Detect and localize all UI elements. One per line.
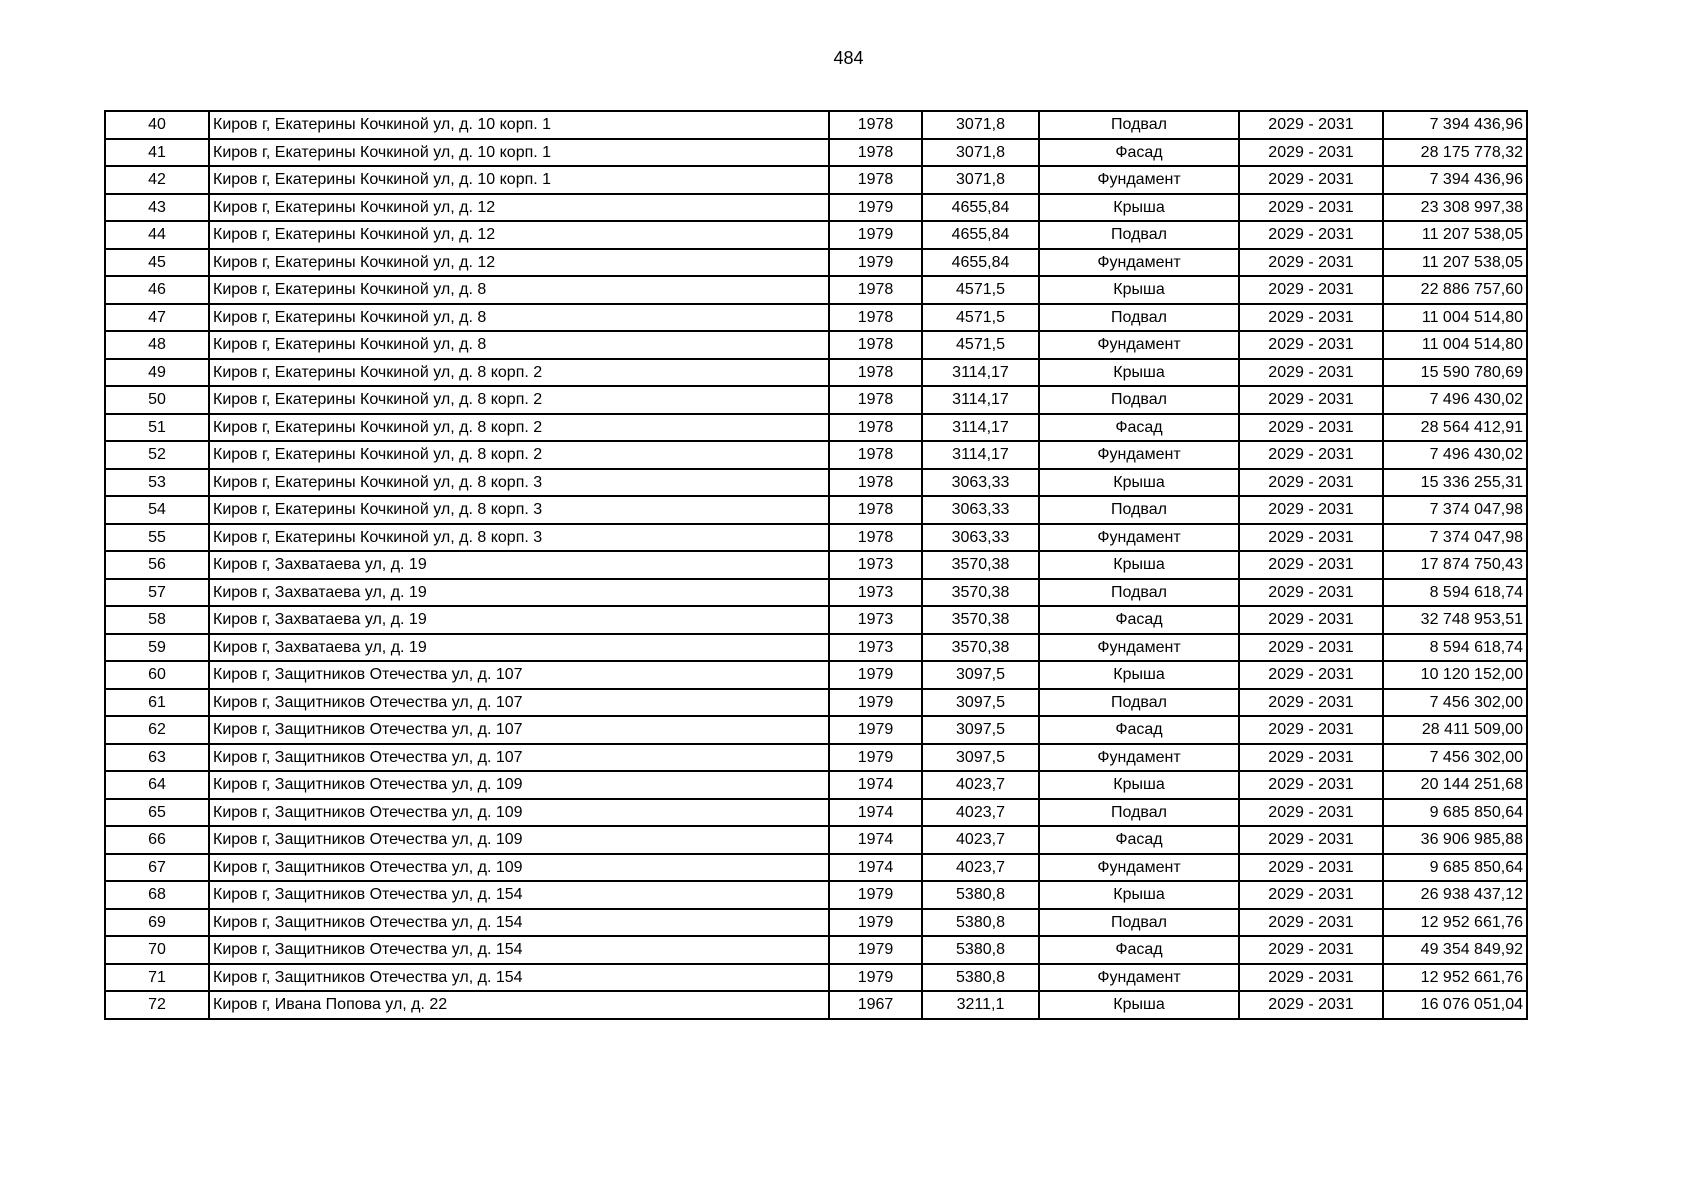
cost-cell: 10 120 152,00 (1383, 661, 1527, 689)
address-cell: Киров г, Екатерины Кочкиной ул, д. 8 корп. 3 (209, 469, 829, 497)
build-year-cell: 1979 (829, 744, 922, 772)
row-number-cell: 52 (105, 441, 209, 469)
work-type-cell: Крыша (1039, 991, 1239, 1019)
cost-cell: 20 144 251,68 (1383, 771, 1527, 799)
table-row (105, 579, 1527, 607)
work-type-cell: Фасад (1039, 716, 1239, 744)
table-row (105, 881, 1527, 909)
table-row (105, 221, 1527, 249)
address-cell: Киров г, Защитников Отечества ул, д. 107 (209, 744, 829, 772)
table-row (105, 524, 1527, 552)
row-number-cell: 67 (105, 854, 209, 882)
address-cell: Киров г, Екатерины Кочкиной ул, д. 8 корп. 2 (209, 359, 829, 387)
period-cell: 2029 - 2031 (1239, 359, 1383, 387)
work-type-cell: Подвал (1039, 304, 1239, 332)
work-type-cell: Крыша (1039, 551, 1239, 579)
address-cell: Киров г, Екатерины Кочкиной ул, д. 12 (209, 249, 829, 277)
row-number-cell: 44 (105, 221, 209, 249)
table-row (105, 276, 1527, 304)
area-cell: 4655,84 (922, 194, 1039, 222)
build-year-cell: 1979 (829, 716, 922, 744)
work-type-cell: Фундамент (1039, 524, 1239, 552)
period-cell: 2029 - 2031 (1239, 496, 1383, 524)
table-row (105, 386, 1527, 414)
table-row (105, 826, 1527, 854)
period-cell: 2029 - 2031 (1239, 771, 1383, 799)
table-row (105, 771, 1527, 799)
work-type-cell: Фундамент (1039, 964, 1239, 992)
area-cell: 4655,84 (922, 249, 1039, 277)
period-cell: 2029 - 2031 (1239, 716, 1383, 744)
area-cell: 3211,1 (922, 991, 1039, 1019)
build-year-cell: 1978 (829, 496, 922, 524)
area-cell: 4571,5 (922, 304, 1039, 332)
build-year-cell: 1978 (829, 386, 922, 414)
area-cell: 3097,5 (922, 689, 1039, 717)
area-cell: 5380,8 (922, 909, 1039, 937)
period-cell: 2029 - 2031 (1239, 991, 1383, 1019)
row-number-cell: 69 (105, 909, 209, 937)
build-year-cell: 1973 (829, 634, 922, 662)
area-cell: 3097,5 (922, 661, 1039, 689)
row-number-cell: 41 (105, 139, 209, 167)
row-number-cell: 42 (105, 166, 209, 194)
build-year-cell: 1979 (829, 881, 922, 909)
table-row (105, 414, 1527, 442)
area-cell: 3097,5 (922, 744, 1039, 772)
area-cell: 3570,38 (922, 551, 1039, 579)
row-number-cell: 49 (105, 359, 209, 387)
address-cell: Киров г, Защитников Отечества ул, д. 154 (209, 936, 829, 964)
table-row (105, 689, 1527, 717)
work-type-cell: Фундамент (1039, 166, 1239, 194)
cost-cell: 7 496 430,02 (1383, 386, 1527, 414)
area-cell: 5380,8 (922, 881, 1039, 909)
work-type-cell: Подвал (1039, 221, 1239, 249)
table-row (105, 606, 1527, 634)
row-number-cell: 70 (105, 936, 209, 964)
table-row (105, 111, 1527, 139)
period-cell: 2029 - 2031 (1239, 524, 1383, 552)
address-cell: Киров г, Екатерины Кочкиной ул, д. 10 корп. 1 (209, 111, 829, 139)
work-type-cell: Фасад (1039, 139, 1239, 167)
work-type-cell: Фундамент (1039, 441, 1239, 469)
row-number-cell: 46 (105, 276, 209, 304)
work-type-cell: Крыша (1039, 359, 1239, 387)
area-cell: 3114,17 (922, 359, 1039, 387)
table-row (105, 716, 1527, 744)
table-row (105, 139, 1527, 167)
build-year-cell: 1979 (829, 249, 922, 277)
address-cell: Киров г, Захватаева ул, д. 19 (209, 579, 829, 607)
work-type-cell: Фасад (1039, 826, 1239, 854)
row-number-cell: 40 (105, 111, 209, 139)
area-cell: 4023,7 (922, 771, 1039, 799)
build-year-cell: 1979 (829, 221, 922, 249)
work-type-cell: Крыша (1039, 194, 1239, 222)
table-row (105, 661, 1527, 689)
period-cell: 2029 - 2031 (1239, 661, 1383, 689)
work-type-cell: Подвал (1039, 689, 1239, 717)
area-cell: 4023,7 (922, 799, 1039, 827)
area-cell: 3063,33 (922, 496, 1039, 524)
build-year-cell: 1974 (829, 771, 922, 799)
address-cell: Киров г, Защитников Отечества ул, д. 154 (209, 881, 829, 909)
address-cell: Киров г, Екатерины Кочкиной ул, д. 10 корп. 1 (209, 139, 829, 167)
period-cell: 2029 - 2031 (1239, 139, 1383, 167)
work-type-cell: Подвал (1039, 111, 1239, 139)
row-number-cell: 54 (105, 496, 209, 524)
work-type-cell: Подвал (1039, 909, 1239, 937)
address-cell: Киров г, Екатерины Кочкиной ул, д. 8 корп. 2 (209, 414, 829, 442)
area-cell: 3114,17 (922, 386, 1039, 414)
cost-cell: 16 076 051,04 (1383, 991, 1527, 1019)
table-row (105, 441, 1527, 469)
address-cell: Киров г, Екатерины Кочкиной ул, д. 12 (209, 221, 829, 249)
build-year-cell: 1978 (829, 441, 922, 469)
build-year-cell: 1974 (829, 799, 922, 827)
cost-cell: 28 175 778,32 (1383, 139, 1527, 167)
area-cell: 3570,38 (922, 606, 1039, 634)
address-cell: Киров г, Захватаева ул, д. 19 (209, 551, 829, 579)
cost-cell: 11 004 514,80 (1383, 331, 1527, 359)
row-number-cell: 48 (105, 331, 209, 359)
address-cell: Киров г, Екатерины Кочкиной ул, д. 10 корп. 1 (209, 166, 829, 194)
build-year-cell: 1978 (829, 524, 922, 552)
address-cell: Киров г, Ивана Попова ул, д. 22 (209, 991, 829, 1019)
table-row (105, 496, 1527, 524)
work-type-cell: Подвал (1039, 579, 1239, 607)
table-row (105, 469, 1527, 497)
area-cell: 3114,17 (922, 414, 1039, 442)
build-year-cell: 1979 (829, 936, 922, 964)
period-cell: 2029 - 2031 (1239, 441, 1383, 469)
address-cell: Киров г, Екатерины Кочкиной ул, д. 8 (209, 304, 829, 332)
row-number-cell: 63 (105, 744, 209, 772)
address-cell: Киров г, Екатерины Кочкиной ул, д. 8 корп. 3 (209, 524, 829, 552)
cost-cell: 12 952 661,76 (1383, 964, 1527, 992)
build-year-cell: 1974 (829, 854, 922, 882)
period-cell: 2029 - 2031 (1239, 606, 1383, 634)
period-cell: 2029 - 2031 (1239, 386, 1383, 414)
address-cell: Киров г, Защитников Отечества ул, д. 109 (209, 771, 829, 799)
cost-cell: 11 207 538,05 (1383, 221, 1527, 249)
work-type-cell: Фундамент (1039, 249, 1239, 277)
period-cell: 2029 - 2031 (1239, 249, 1383, 277)
work-type-cell: Фундамент (1039, 634, 1239, 662)
area-cell: 3097,5 (922, 716, 1039, 744)
row-number-cell: 66 (105, 826, 209, 854)
area-cell: 3570,38 (922, 579, 1039, 607)
period-cell: 2029 - 2031 (1239, 414, 1383, 442)
cost-cell: 9 685 850,64 (1383, 799, 1527, 827)
build-year-cell: 1979 (829, 689, 922, 717)
work-type-cell: Крыша (1039, 661, 1239, 689)
period-cell: 2029 - 2031 (1239, 799, 1383, 827)
cost-cell: 7 456 302,00 (1383, 744, 1527, 772)
area-cell: 4023,7 (922, 826, 1039, 854)
row-number-cell: 68 (105, 881, 209, 909)
build-year-cell: 1978 (829, 359, 922, 387)
address-cell: Киров г, Екатерины Кочкиной ул, д. 8 корп. 2 (209, 441, 829, 469)
row-number-cell: 59 (105, 634, 209, 662)
table-row (105, 166, 1527, 194)
work-type-cell: Фасад (1039, 606, 1239, 634)
address-cell: Киров г, Защитников Отечества ул, д. 109 (209, 854, 829, 882)
cost-cell: 26 938 437,12 (1383, 881, 1527, 909)
address-cell: Киров г, Защитников Отечества ул, д. 107 (209, 716, 829, 744)
cost-cell: 28 411 509,00 (1383, 716, 1527, 744)
area-cell: 5380,8 (922, 964, 1039, 992)
table-row (105, 991, 1527, 1019)
cost-cell: 7 374 047,98 (1383, 524, 1527, 552)
table-row (105, 744, 1527, 772)
address-cell: Киров г, Защитников Отечества ул, д. 154 (209, 909, 829, 937)
area-cell: 5380,8 (922, 936, 1039, 964)
row-number-cell: 64 (105, 771, 209, 799)
table-row (105, 854, 1527, 882)
table-row (105, 551, 1527, 579)
area-cell: 3063,33 (922, 524, 1039, 552)
work-type-cell: Фундамент (1039, 744, 1239, 772)
work-type-cell: Фундамент (1039, 854, 1239, 882)
address-cell: Киров г, Екатерины Кочкиной ул, д. 12 (209, 194, 829, 222)
row-number-cell: 45 (105, 249, 209, 277)
table-row (105, 964, 1527, 992)
address-cell: Киров г, Екатерины Кочкиной ул, д. 8 (209, 331, 829, 359)
address-cell: Киров г, Екатерины Кочкиной ул, д. 8 корп. 2 (209, 386, 829, 414)
cost-cell: 11 207 538,05 (1383, 249, 1527, 277)
cost-cell: 7 456 302,00 (1383, 689, 1527, 717)
build-year-cell: 1974 (829, 826, 922, 854)
row-number-cell: 65 (105, 799, 209, 827)
table-row (105, 331, 1527, 359)
address-cell: Киров г, Екатерины Кочкиной ул, д. 8 (209, 276, 829, 304)
cost-cell: 36 906 985,88 (1383, 826, 1527, 854)
build-year-cell: 1973 (829, 579, 922, 607)
area-cell: 3071,8 (922, 166, 1039, 194)
period-cell: 2029 - 2031 (1239, 331, 1383, 359)
cost-cell: 12 952 661,76 (1383, 909, 1527, 937)
build-year-cell: 1978 (829, 276, 922, 304)
row-number-cell: 50 (105, 386, 209, 414)
period-cell: 2029 - 2031 (1239, 854, 1383, 882)
cost-cell: 8 594 618,74 (1383, 634, 1527, 662)
period-cell: 2029 - 2031 (1239, 936, 1383, 964)
work-type-cell: Фундамент (1039, 331, 1239, 359)
cost-cell: 23 308 997,38 (1383, 194, 1527, 222)
work-type-cell: Крыша (1039, 469, 1239, 497)
row-number-cell: 61 (105, 689, 209, 717)
address-cell: Киров г, Защитников Отечества ул, д. 107 (209, 689, 829, 717)
build-year-cell: 1978 (829, 166, 922, 194)
build-year-cell: 1978 (829, 414, 922, 442)
row-number-cell: 47 (105, 304, 209, 332)
build-year-cell: 1978 (829, 304, 922, 332)
cost-cell: 8 594 618,74 (1383, 579, 1527, 607)
area-cell: 4023,7 (922, 854, 1039, 882)
table-row (105, 634, 1527, 662)
cost-cell: 7 374 047,98 (1383, 496, 1527, 524)
row-number-cell: 56 (105, 551, 209, 579)
work-type-cell: Крыша (1039, 881, 1239, 909)
area-cell: 3063,33 (922, 469, 1039, 497)
period-cell: 2029 - 2031 (1239, 194, 1383, 222)
address-cell: Киров г, Захватаева ул, д. 19 (209, 634, 829, 662)
period-cell: 2029 - 2031 (1239, 909, 1383, 937)
row-number-cell: 60 (105, 661, 209, 689)
row-number-cell: 55 (105, 524, 209, 552)
build-year-cell: 1979 (829, 661, 922, 689)
work-type-cell: Крыша (1039, 771, 1239, 799)
work-type-cell: Крыша (1039, 276, 1239, 304)
area-cell: 4571,5 (922, 276, 1039, 304)
repair-schedule-table (104, 110, 1528, 1020)
table-body (105, 111, 1527, 1019)
build-year-cell: 1978 (829, 469, 922, 497)
period-cell: 2029 - 2031 (1239, 881, 1383, 909)
area-cell: 3570,38 (922, 634, 1039, 662)
build-year-cell: 1978 (829, 331, 922, 359)
work-type-cell: Фасад (1039, 936, 1239, 964)
cost-cell: 49 354 849,92 (1383, 936, 1527, 964)
cost-cell: 7 496 430,02 (1383, 441, 1527, 469)
table-row (105, 194, 1527, 222)
period-cell: 2029 - 2031 (1239, 469, 1383, 497)
period-cell: 2029 - 2031 (1239, 689, 1383, 717)
work-type-cell: Фасад (1039, 414, 1239, 442)
work-type-cell: Подвал (1039, 799, 1239, 827)
cost-cell: 7 394 436,96 (1383, 111, 1527, 139)
address-cell: Киров г, Екатерины Кочкиной ул, д. 8 корп. 3 (209, 496, 829, 524)
cost-cell: 7 394 436,96 (1383, 166, 1527, 194)
period-cell: 2029 - 2031 (1239, 304, 1383, 332)
cost-cell: 17 874 750,43 (1383, 551, 1527, 579)
row-number-cell: 53 (105, 469, 209, 497)
row-number-cell: 71 (105, 964, 209, 992)
period-cell: 2029 - 2031 (1239, 276, 1383, 304)
row-number-cell: 43 (105, 194, 209, 222)
build-year-cell: 1973 (829, 606, 922, 634)
area-cell: 3071,8 (922, 139, 1039, 167)
period-cell: 2029 - 2031 (1239, 166, 1383, 194)
row-number-cell: 62 (105, 716, 209, 744)
cost-cell: 11 004 514,80 (1383, 304, 1527, 332)
row-number-cell: 72 (105, 991, 209, 1019)
cost-cell: 28 564 412,91 (1383, 414, 1527, 442)
table-row (105, 359, 1527, 387)
address-cell: Киров г, Защитников Отечества ул, д. 109 (209, 826, 829, 854)
period-cell: 2029 - 2031 (1239, 964, 1383, 992)
build-year-cell: 1967 (829, 991, 922, 1019)
period-cell: 2029 - 2031 (1239, 111, 1383, 139)
area-cell: 3071,8 (922, 111, 1039, 139)
build-year-cell: 1979 (829, 194, 922, 222)
area-cell: 3114,17 (922, 441, 1039, 469)
address-cell: Киров г, Захватаева ул, д. 19 (209, 606, 829, 634)
period-cell: 2029 - 2031 (1239, 826, 1383, 854)
cost-cell: 32 748 953,51 (1383, 606, 1527, 634)
period-cell: 2029 - 2031 (1239, 221, 1383, 249)
address-cell: Киров г, Защитников Отечества ул, д. 109 (209, 799, 829, 827)
table-row (105, 304, 1527, 332)
address-cell: Киров г, Защитников Отечества ул, д. 154 (209, 964, 829, 992)
build-year-cell: 1973 (829, 551, 922, 579)
row-number-cell: 57 (105, 579, 209, 607)
work-type-cell: Подвал (1039, 386, 1239, 414)
table-row (105, 799, 1527, 827)
period-cell: 2029 - 2031 (1239, 579, 1383, 607)
work-type-cell: Подвал (1039, 496, 1239, 524)
table-row (105, 249, 1527, 277)
cost-cell: 15 336 255,31 (1383, 469, 1527, 497)
build-year-cell: 1978 (829, 111, 922, 139)
row-number-cell: 58 (105, 606, 209, 634)
build-year-cell: 1978 (829, 139, 922, 167)
cost-cell: 15 590 780,69 (1383, 359, 1527, 387)
area-cell: 4655,84 (922, 221, 1039, 249)
period-cell: 2029 - 2031 (1239, 551, 1383, 579)
address-cell: Киров г, Защитников Отечества ул, д. 107 (209, 661, 829, 689)
cost-cell: 22 886 757,60 (1383, 276, 1527, 304)
area-cell: 4571,5 (922, 331, 1039, 359)
build-year-cell: 1979 (829, 909, 922, 937)
page-number: 484 (833, 48, 864, 68)
table-row (105, 909, 1527, 937)
table-row (105, 936, 1527, 964)
row-number-cell: 51 (105, 414, 209, 442)
period-cell: 2029 - 2031 (1239, 634, 1383, 662)
period-cell: 2029 - 2031 (1239, 744, 1383, 772)
build-year-cell: 1979 (829, 964, 922, 992)
cost-cell: 9 685 850,64 (1383, 854, 1527, 882)
